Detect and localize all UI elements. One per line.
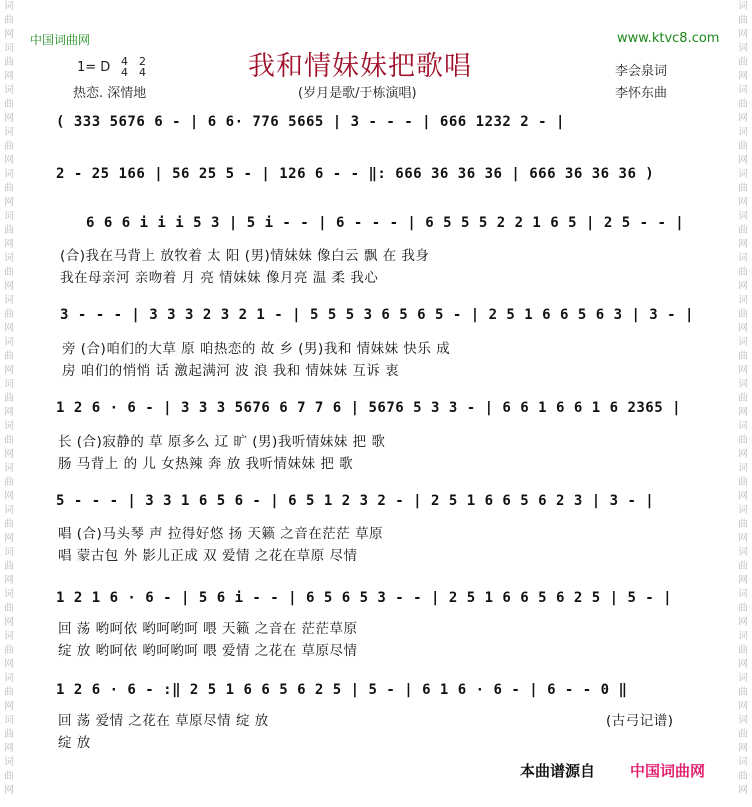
composer-credit: 李怀东曲 bbox=[615, 86, 668, 101]
notation-line: 5 - - - | 3 3 1 6 5 6 - | 6 5 1 2 3 2 - | 2 5 1 6 6 5 6 2 3 | 3 - | bbox=[56, 493, 655, 509]
watermark-char: 词 bbox=[738, 673, 748, 684]
watermark-char: 词 bbox=[4, 127, 14, 138]
watermark-char: 网 bbox=[4, 407, 14, 418]
watermark-char: 曲 bbox=[4, 309, 14, 320]
watermark-char: 网 bbox=[4, 365, 14, 376]
watermark-char: 曲 bbox=[738, 15, 748, 26]
notation-line: 1 2 6 · 6 - | 3 3 3 5676 6 7 7 6 | 5676 5 3 3 - | 6 6 1 6 6 1 6 2365 | bbox=[56, 400, 682, 416]
watermark-char: 曲 bbox=[738, 351, 748, 362]
lyric-line-2: 肠 马背上 的 儿 女热辣 奔 放 我听情妹妹 把 歌 bbox=[58, 456, 354, 472]
watermark-char: 曲 bbox=[738, 477, 748, 488]
watermark-char: 词 bbox=[738, 547, 748, 558]
lyric-line-1: 旁 (合)咱们的大草 原 咱热恋的 故 乡 (男)我和 情妹妹 快乐 成 bbox=[62, 341, 451, 357]
watermark-char: 曲 bbox=[738, 99, 748, 110]
watermark-char: 网 bbox=[738, 113, 748, 124]
watermark-char: 网 bbox=[738, 323, 748, 334]
site-url-right: www.ktvc8.com bbox=[617, 31, 720, 46]
watermark-char: 网 bbox=[738, 491, 748, 502]
watermark-char: 曲 bbox=[4, 351, 14, 362]
notation-line: 1 2 1 6 · 6 - | 5 6 i - - | 6 5 6 5 3 - - | 2 5 1 6 6 5 6 2 5 | 5 - | bbox=[56, 590, 673, 606]
watermark-char: 网 bbox=[738, 71, 748, 82]
watermark-char: 词 bbox=[4, 1, 14, 12]
watermark-char: 网 bbox=[738, 365, 748, 376]
watermark-char: 网 bbox=[4, 785, 14, 796]
lyric-line-1: 回 荡 哟呵依 哟呵哟呵 喂 天籁 之音在 茫茫草原 bbox=[58, 621, 358, 637]
lyric-line-1: 唱 (合)马头琴 声 拉得好悠 扬 天籁 之音在茫茫 草原 bbox=[58, 526, 384, 542]
watermark-char: 曲 bbox=[4, 687, 14, 698]
watermark-char: 曲 bbox=[738, 309, 748, 320]
watermark-char: 词 bbox=[4, 295, 14, 306]
watermark-char: 曲 bbox=[4, 99, 14, 110]
watermark-char: 曲 bbox=[738, 771, 748, 782]
watermark-char: 网 bbox=[4, 71, 14, 82]
song-subtitle: (岁月是歌/于栋演唱) bbox=[298, 86, 417, 101]
time-signature-a: 4 4 bbox=[121, 55, 128, 79]
watermark-char: 词 bbox=[738, 253, 748, 264]
watermark-char: 网 bbox=[4, 239, 14, 250]
notation-line: 1 2 6 · 6 - :‖ 2 5 1 6 6 5 6 2 5 | 5 - | 6 1 6 · 6 - | 6 - - 0 ‖ bbox=[56, 682, 628, 698]
watermark-char: 词 bbox=[738, 379, 748, 390]
lyric-line-2: 绽 放 bbox=[58, 735, 91, 751]
watermark-char: 网 bbox=[738, 155, 748, 166]
watermark-char: 词 bbox=[4, 673, 14, 684]
watermark-char: 网 bbox=[4, 113, 14, 124]
watermark-char: 曲 bbox=[4, 729, 14, 740]
watermark-char: 网 bbox=[738, 197, 748, 208]
watermark-char: 词 bbox=[4, 547, 14, 558]
tempo-mood: 热恋. 深情地 bbox=[73, 86, 147, 101]
watermark-char: 词 bbox=[738, 505, 748, 516]
watermark-char: 曲 bbox=[738, 435, 748, 446]
watermark-char: 网 bbox=[4, 323, 14, 334]
watermark-char: 曲 bbox=[738, 729, 748, 740]
notation-line: ( 333 5676 6 - | 6 6· 776 5665 | 3 - - - | 666 1232 2 - | bbox=[56, 114, 565, 130]
watermark-char: 网 bbox=[738, 617, 748, 628]
watermark-char: 网 bbox=[738, 407, 748, 418]
lyricist-credit: 李会泉词 bbox=[615, 64, 668, 79]
watermark-char: 词 bbox=[738, 85, 748, 96]
lyric-line-2: 房 咱们的悄悄 话 激起满河 波 浪 我和 情妹妹 互诉 衷 bbox=[62, 363, 400, 379]
transcriber-credit: (古弓记谱) bbox=[606, 713, 674, 729]
watermark-char: 网 bbox=[4, 449, 14, 460]
watermark-char: 词 bbox=[738, 421, 748, 432]
watermark-char: 词 bbox=[4, 43, 14, 54]
watermark-char: 词 bbox=[4, 631, 14, 642]
watermark-char: 网 bbox=[4, 701, 14, 712]
song-title: 我和情妹妹把歌唱 bbox=[248, 51, 472, 82]
lyric-line-1: 回 荡 爱情 之花在 草原尽情 绽 放 bbox=[58, 713, 269, 729]
watermark-char: 曲 bbox=[738, 687, 748, 698]
watermark-char: 词 bbox=[738, 463, 748, 474]
watermark-char: 曲 bbox=[738, 267, 748, 278]
watermark-char: 网 bbox=[4, 281, 14, 292]
watermark-char: 词 bbox=[4, 589, 14, 600]
watermark-char: 词 bbox=[738, 1, 748, 12]
watermark-char: 曲 bbox=[738, 519, 748, 530]
watermark-char: 网 bbox=[4, 743, 14, 754]
notation-line: 6 6 6 i i i 5 3 | 5 i - - | 6 - - - | 6 5 5 5 2 2 1 6 5 | 2 5 - - | bbox=[86, 215, 685, 231]
watermark-char: 网 bbox=[738, 743, 748, 754]
watermark-char: 网 bbox=[738, 281, 748, 292]
source-label: 本曲谱源自 bbox=[520, 762, 596, 780]
notation-line: 2 - 25 166 | 56 25 5 - | 126 6 - - ‖: 666 36 36 36 | 666 36 36 36 ) bbox=[56, 166, 655, 182]
watermark-char: 词 bbox=[738, 295, 748, 306]
watermark-char: 网 bbox=[4, 575, 14, 586]
watermark-char: 网 bbox=[738, 659, 748, 670]
watermark-char: 网 bbox=[738, 575, 748, 586]
key-signature: 1= D bbox=[77, 60, 111, 75]
watermark-char: 曲 bbox=[738, 225, 748, 236]
right-watermark-strip bbox=[736, 0, 750, 807]
watermark-char: 曲 bbox=[4, 435, 14, 446]
watermark-char: 网 bbox=[738, 449, 748, 460]
lyric-line-2: 唱 蒙古包 外 影儿正成 双 爱情 之花在草原 尽情 bbox=[58, 548, 358, 564]
watermark-char: 曲 bbox=[4, 519, 14, 530]
watermark-char: 网 bbox=[4, 533, 14, 544]
watermark-char: 曲 bbox=[4, 561, 14, 572]
watermark-char: 词 bbox=[4, 169, 14, 180]
watermark-char: 词 bbox=[4, 757, 14, 768]
watermark-char: 词 bbox=[4, 379, 14, 390]
watermark-char: 词 bbox=[4, 211, 14, 222]
watermark-char: 词 bbox=[738, 43, 748, 54]
watermark-char: 网 bbox=[4, 491, 14, 502]
notation-line: 3 - - - | 3 3 3 2 3 2 1 - | 5 5 5 3 6 5 6 5 - | 2 5 1 6 6 5 6 3 | 3 - | bbox=[60, 307, 694, 323]
watermark-char: 网 bbox=[738, 533, 748, 544]
watermark-char: 曲 bbox=[4, 225, 14, 236]
watermark-char: 曲 bbox=[4, 477, 14, 488]
watermark-char: 曲 bbox=[738, 183, 748, 194]
watermark-char: 网 bbox=[4, 659, 14, 670]
watermark-char: 曲 bbox=[4, 771, 14, 782]
watermark-char: 词 bbox=[4, 337, 14, 348]
watermark-char: 曲 bbox=[4, 183, 14, 194]
watermark-char: 网 bbox=[4, 197, 14, 208]
watermark-char: 词 bbox=[738, 589, 748, 600]
watermark-char: 曲 bbox=[738, 393, 748, 404]
source-site-link[interactable]: 中国词曲网 bbox=[630, 762, 706, 780]
watermark-char: 曲 bbox=[738, 141, 748, 152]
watermark-char: 曲 bbox=[738, 561, 748, 572]
watermark-char: 曲 bbox=[4, 15, 14, 26]
watermark-char: 词 bbox=[4, 715, 14, 726]
watermark-char: 网 bbox=[4, 155, 14, 166]
watermark-char: 词 bbox=[4, 505, 14, 516]
watermark-char: 网 bbox=[738, 239, 748, 250]
lyric-line-1: (合)我在马背上 放牧着 太 阳 (男)情妹妹 像白云 飘 在 我身 bbox=[60, 248, 430, 264]
watermark-char: 词 bbox=[738, 631, 748, 642]
watermark-char: 曲 bbox=[4, 393, 14, 404]
watermark-char: 词 bbox=[738, 757, 748, 768]
watermark-char: 曲 bbox=[4, 267, 14, 278]
watermark-char: 网 bbox=[738, 29, 748, 40]
watermark-char: 曲 bbox=[738, 645, 748, 656]
left-watermark-strip bbox=[2, 0, 16, 807]
watermark-char: 曲 bbox=[738, 57, 748, 68]
watermark-char: 曲 bbox=[4, 645, 14, 656]
watermark-char: 词 bbox=[738, 169, 748, 180]
watermark-char: 曲 bbox=[4, 603, 14, 614]
watermark-char: 词 bbox=[4, 421, 14, 432]
watermark-char: 词 bbox=[4, 253, 14, 264]
watermark-char: 曲 bbox=[738, 603, 748, 614]
watermark-char: 词 bbox=[738, 127, 748, 138]
lyric-line-1: 长 (合)寂静的 草 原多么 辽 旷 (男)我听情妹妹 把 歌 bbox=[58, 434, 386, 450]
time-signature-b: 2 4 bbox=[139, 55, 146, 79]
site-name-left: 中国词曲网 bbox=[30, 33, 91, 47]
lyric-line-2: 绽 放 哟呵依 哟呵哟呵 喂 爱情 之花在 草原尽情 bbox=[58, 643, 358, 659]
watermark-char: 网 bbox=[4, 617, 14, 628]
watermark-char: 网 bbox=[738, 785, 748, 796]
watermark-char: 词 bbox=[4, 85, 14, 96]
lyric-line-2: 我在母亲河 亲吻着 月 亮 情妹妹 像月亮 温 柔 我心 bbox=[60, 270, 379, 286]
watermark-char: 词 bbox=[738, 211, 748, 222]
watermark-char: 词 bbox=[738, 715, 748, 726]
watermark-char: 网 bbox=[738, 701, 748, 712]
watermark-char: 曲 bbox=[4, 57, 14, 68]
watermark-char: 词 bbox=[4, 463, 14, 474]
watermark-char: 网 bbox=[4, 29, 14, 40]
watermark-char: 曲 bbox=[4, 141, 14, 152]
watermark-char: 词 bbox=[738, 337, 748, 348]
